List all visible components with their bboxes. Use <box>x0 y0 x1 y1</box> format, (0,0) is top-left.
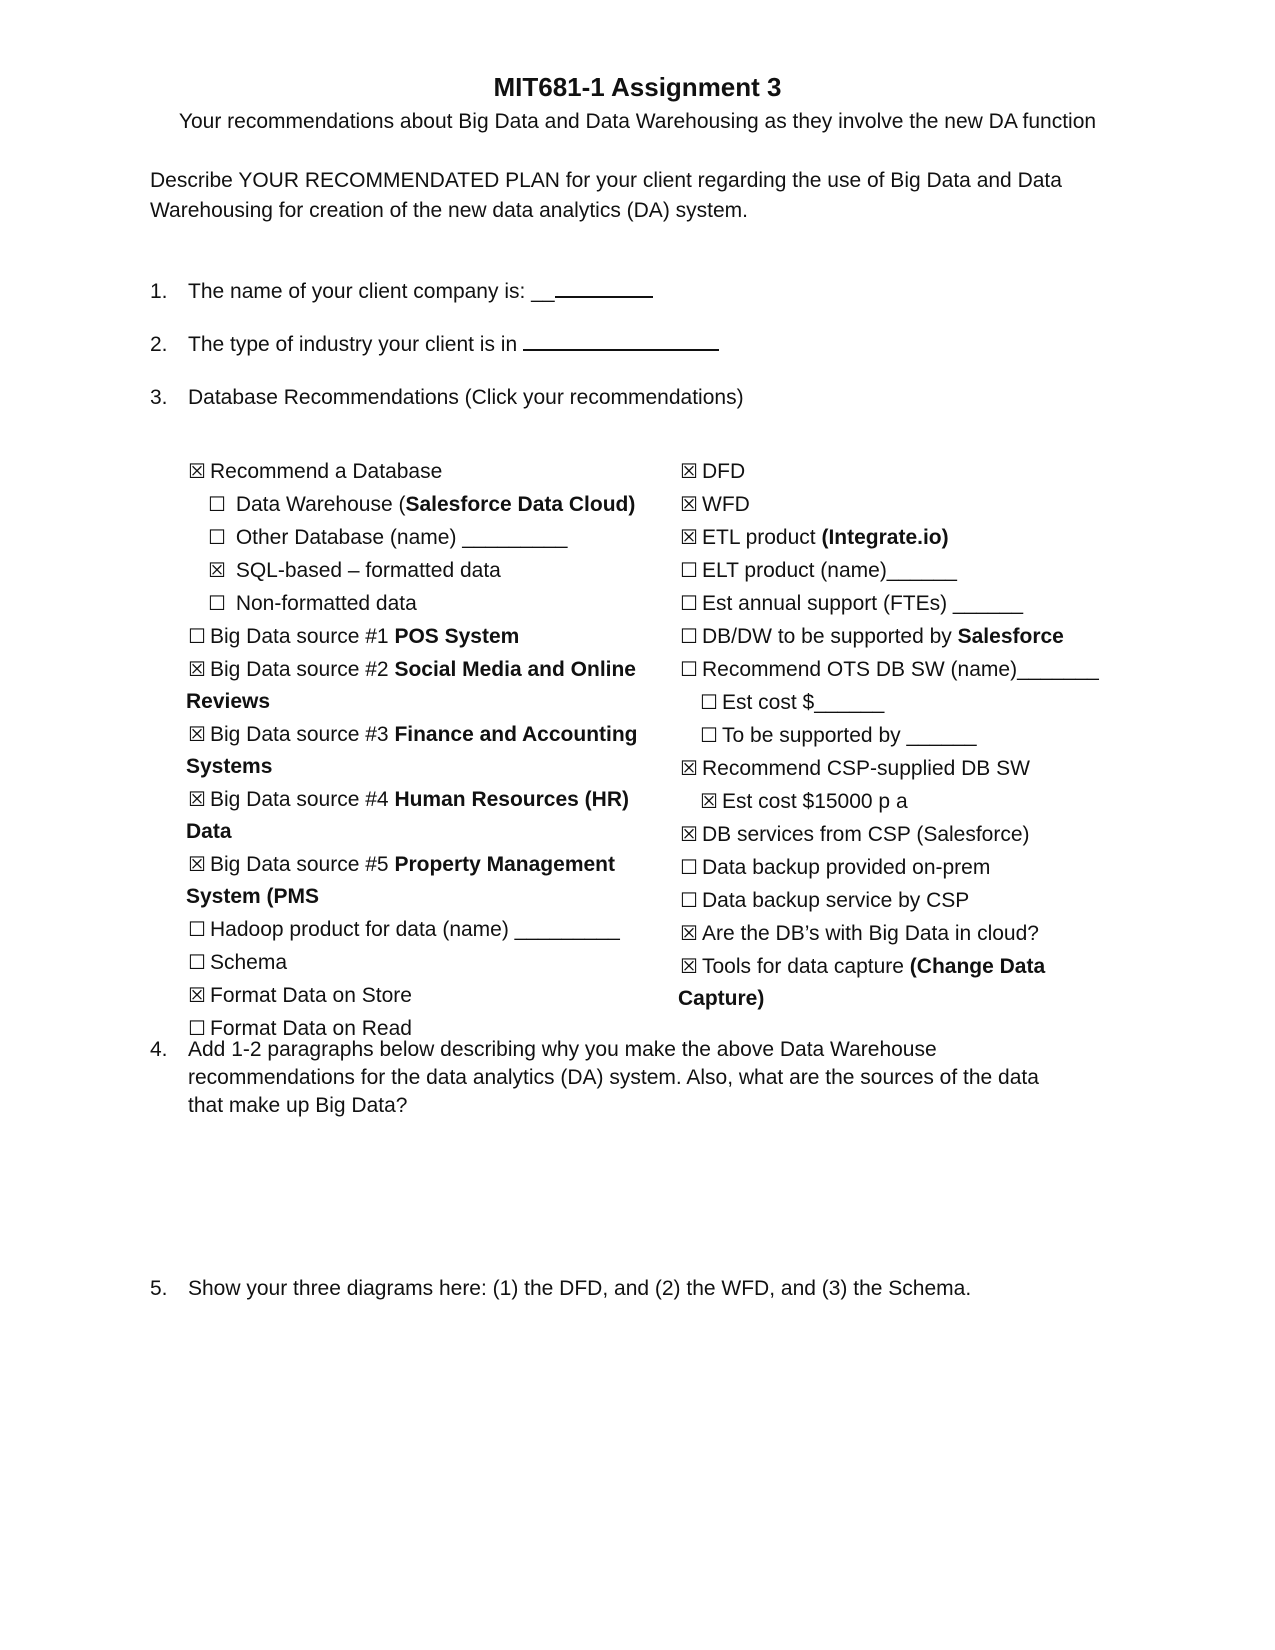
left-recommendation-item <box>188 653 638 686</box>
item-label: DFD <box>702 460 746 483</box>
item-continuation: System (PMS <box>186 885 320 908</box>
unchecked-box-icon[interactable]: ☐ <box>680 558 698 582</box>
item-continuation: Data <box>186 820 232 843</box>
item-emphasis: (Change Data <box>909 955 1046 978</box>
item-label: ETL product <box>702 526 822 549</box>
left-recommendation-item <box>188 554 638 587</box>
item-emphasis: Finance and Accounting <box>394 723 638 746</box>
item-label: Big Data source #5 <box>210 853 395 876</box>
recommendations-right-column <box>680 455 1110 1015</box>
unchecked-box-icon[interactable]: ☐ <box>208 525 226 549</box>
checked-box-icon[interactable]: ☒ <box>188 787 206 811</box>
checked-box-icon[interactable]: ☒ <box>680 921 698 945</box>
question-text: Show your three diagrams here: (1) the DFD, and (2) the WFD, and (3) the Schema. <box>188 1277 972 1300</box>
page-title: MIT681-1 Assignment 3 <box>493 72 782 102</box>
item-label: Other Database (name) _________ <box>230 526 568 549</box>
checked-box-icon[interactable]: ☒ <box>188 722 206 746</box>
intro-paragraph: Describe YOUR RECOMMENDATED PLAN for your client regarding the use of Big Data and Data Warehousing for creation of the new data analytics (DA) system. <box>150 169 1062 222</box>
question-1 <box>150 278 1130 306</box>
right-recommendation-item <box>680 719 1110 752</box>
item-label: Recommend a Database <box>210 460 443 483</box>
unchecked-box-icon[interactable]: ☐ <box>680 855 698 879</box>
item-label: Data backup service by CSP <box>702 889 970 912</box>
checked-box-icon[interactable]: ☒ <box>700 789 718 813</box>
item-emphasis: Social Media and Online <box>394 658 636 681</box>
question-text: Add 1-2 paragraphs below describing why you make the above Data Warehouse recommendations for the data analytics (DA) system. Also, what are the sources of the data that make up Big Data? <box>188 1038 1039 1117</box>
item-continuation: Capture) <box>678 987 765 1010</box>
answer-blank-industry[interactable] <box>523 331 719 351</box>
right-recommendation-item <box>680 752 1110 785</box>
checked-box-icon[interactable]: ☒ <box>680 822 698 846</box>
question-4 <box>150 1036 1070 1120</box>
unchecked-box-icon[interactable]: ☐ <box>208 591 226 615</box>
right-recommendation-item <box>680 587 1110 620</box>
item-emphasis: Property Management <box>394 853 615 876</box>
item-label: DB/DW to be supported by <box>702 625 958 648</box>
item-label: Big Data source #4 <box>210 788 395 811</box>
unchecked-box-icon[interactable]: ☐ <box>208 492 226 516</box>
question-5 <box>150 1275 1130 1303</box>
question-text: Database Recommendations (Click your recommendations) <box>188 386 744 409</box>
item-continuation: Systems <box>186 755 273 778</box>
unchecked-box-icon[interactable]: ☐ <box>188 950 206 974</box>
unchecked-box-icon[interactable]: ☐ <box>680 591 698 615</box>
left-recommendation-item <box>188 783 638 816</box>
right-recommendation-item <box>680 851 1110 884</box>
right-recommendation-item <box>680 950 1110 983</box>
left-recommendation-item <box>188 587 638 620</box>
right-recommendation-item <box>680 653 1110 686</box>
item-label: Est cost $15000 p a <box>722 790 908 813</box>
item-emphasis: POS System <box>394 625 520 648</box>
item-emphasis: Salesforce Data Cloud) <box>405 493 636 516</box>
checked-box-icon[interactable]: ☒ <box>188 459 206 483</box>
item-label: WFD <box>702 493 750 516</box>
item-label: Are the DB’s with Big Data in cloud? <box>702 922 1039 945</box>
checked-box-icon[interactable]: ☒ <box>680 459 698 483</box>
item-label: Recommend OTS DB SW (name)_______ <box>702 658 1099 681</box>
right-recommendation-item <box>680 884 1110 917</box>
unchecked-box-icon[interactable]: ☐ <box>700 723 718 747</box>
right-recommendation-item <box>680 620 1110 653</box>
item-label: DB services from CSP (Salesforce) <box>702 823 1030 846</box>
question-number: 4. <box>150 1038 168 1061</box>
question-text: The name of your client company is: __ <box>188 280 555 303</box>
item-label: Hadoop product for data (name) _________ <box>210 918 620 941</box>
unchecked-box-icon[interactable]: ☐ <box>680 888 698 912</box>
item-label: Format Data on Store <box>210 984 412 1007</box>
answer-blank-company[interactable] <box>555 278 653 298</box>
recommendations-left-column <box>188 455 638 1045</box>
left-recommendation-item <box>188 718 638 751</box>
checked-box-icon[interactable]: ☒ <box>680 954 698 978</box>
checked-box-icon[interactable]: ☒ <box>188 852 206 876</box>
unchecked-box-icon[interactable]: ☐ <box>188 1016 206 1040</box>
right-recommendation-item <box>680 554 1110 587</box>
left-recommendation-item <box>188 455 638 488</box>
checked-box-icon[interactable]: ☒ <box>188 983 206 1007</box>
left-recommendation-item <box>188 913 638 946</box>
right-recommendation-item <box>680 785 1110 818</box>
question-text: The type of industry your client is in <box>188 333 523 356</box>
item-label: Tools for data capture <box>702 955 910 978</box>
unchecked-box-icon[interactable]: ☐ <box>680 624 698 648</box>
item-label: To be supported by ______ <box>722 724 977 747</box>
item-label: Format Data on Read <box>210 1017 412 1040</box>
question-number: 3. <box>150 386 168 409</box>
left-recommendation-item <box>188 848 638 881</box>
item-label: Data Warehouse ( <box>230 493 406 516</box>
checked-box-icon[interactable]: ☒ <box>680 492 698 516</box>
right-recommendation-item <box>680 818 1110 851</box>
page-subtitle: Your recommendations about Big Data and Data Warehousing as they involve the new DA function <box>178 110 1097 133</box>
item-emphasis: Salesforce <box>957 625 1064 648</box>
item-label: Est cost $______ <box>722 691 885 714</box>
right-recommendation-item <box>680 917 1110 950</box>
item-label: SQL-based – formatted data <box>230 559 501 582</box>
left-recommendation-item <box>188 946 638 979</box>
checked-box-icon[interactable]: ☒ <box>680 525 698 549</box>
right-recommendation-item <box>680 521 1110 554</box>
unchecked-box-icon[interactable]: ☐ <box>188 624 206 648</box>
left-recommendation-item <box>188 979 638 1012</box>
left-recommendation-item <box>188 620 638 653</box>
item-label: Schema <box>210 951 288 974</box>
question-3 <box>150 384 1130 412</box>
right-recommendation-item <box>680 455 1110 488</box>
item-label: Big Data source #2 <box>210 658 395 681</box>
item-label: ELT product (name)______ <box>702 559 957 582</box>
question-number: 2. <box>150 333 168 356</box>
right-recommendation-item <box>680 686 1110 719</box>
item-label: Est annual support (FTEs) ______ <box>702 592 1024 615</box>
unchecked-box-icon[interactable]: ☐ <box>700 690 718 714</box>
item-emphasis: (Integrate.io) <box>821 526 949 549</box>
question-number: 5. <box>150 1277 168 1300</box>
checked-box-icon[interactable]: ☒ <box>208 558 226 582</box>
question-2 <box>150 331 1130 359</box>
left-recommendation-item <box>188 488 638 521</box>
checked-box-icon[interactable]: ☒ <box>680 756 698 780</box>
item-label: Recommend CSP-supplied DB SW <box>702 757 1030 780</box>
right-recommendation-item <box>680 488 1110 521</box>
question-number: 1. <box>150 280 168 303</box>
unchecked-box-icon[interactable]: ☐ <box>188 917 206 941</box>
item-label: Non-formatted data <box>230 592 417 615</box>
item-label: Big Data source #1 <box>210 625 395 648</box>
item-emphasis: Human Resources (HR) <box>394 788 629 811</box>
checked-box-icon[interactable]: ☒ <box>188 657 206 681</box>
item-label: Big Data source #3 <box>210 723 395 746</box>
unchecked-box-icon[interactable]: ☐ <box>680 657 698 681</box>
left-recommendation-item <box>188 521 638 554</box>
item-label: Data backup provided on-prem <box>702 856 991 879</box>
item-continuation: Reviews <box>186 690 271 713</box>
